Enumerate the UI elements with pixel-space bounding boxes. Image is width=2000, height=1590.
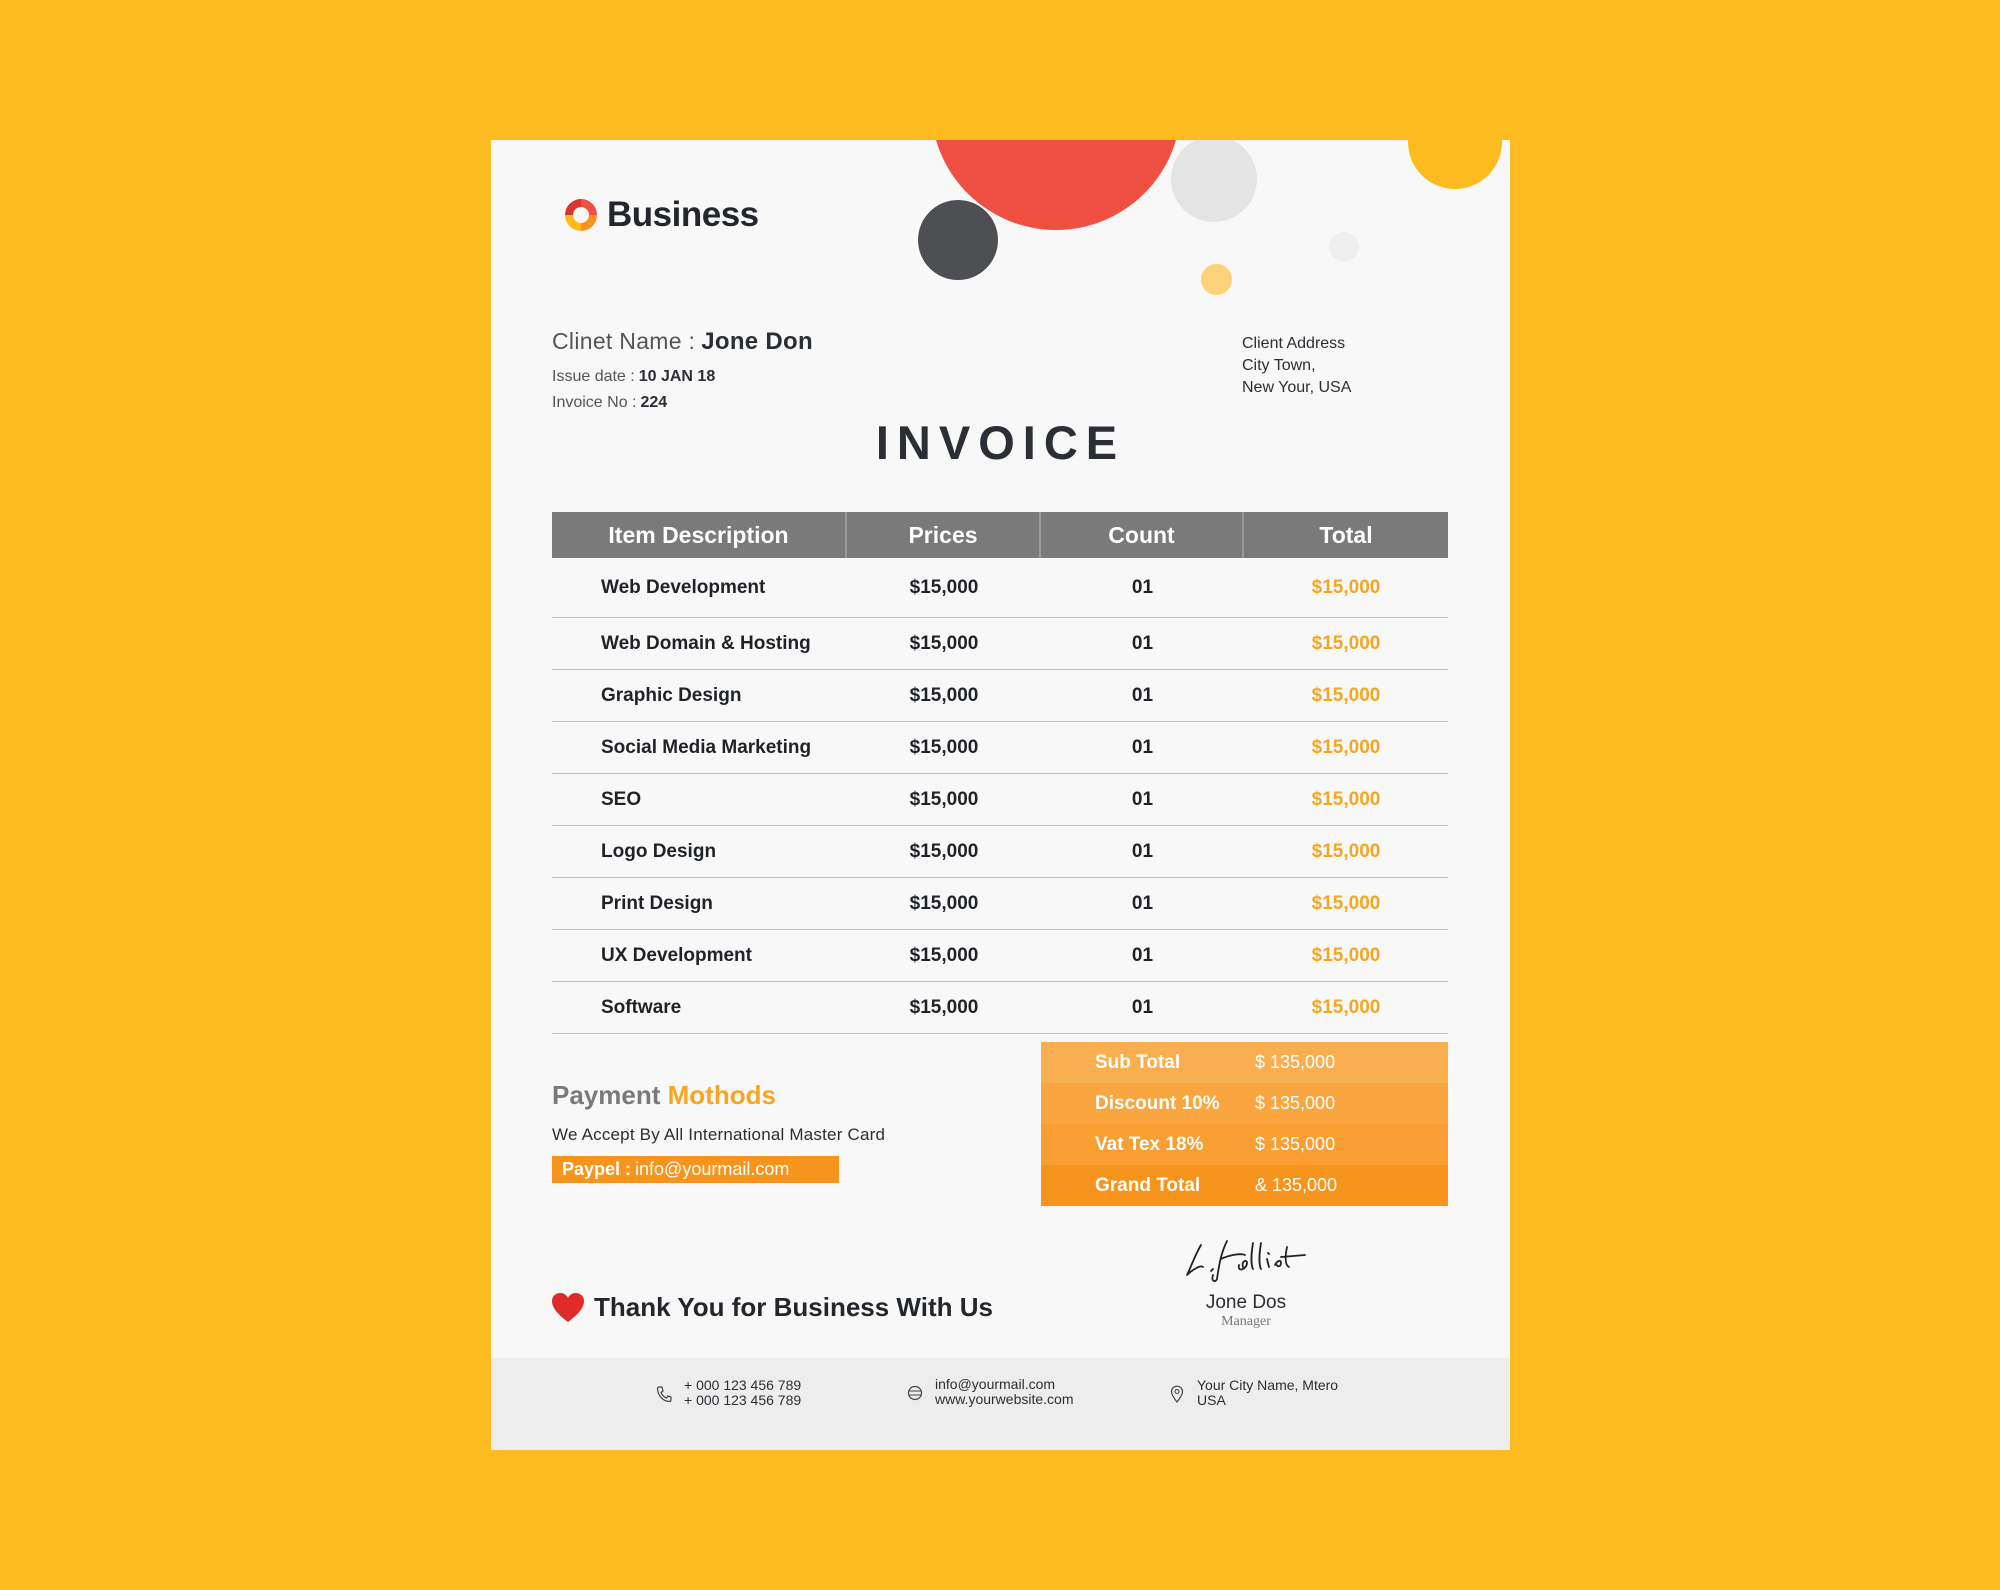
table-row [552, 670, 1448, 722]
footer-web [907, 1377, 1074, 1407]
address-line: City Town, [1242, 357, 1316, 374]
phone-icon [656, 1385, 672, 1403]
totals-label: Vat Tex 18% [1095, 1133, 1204, 1155]
totals-box [1041, 1042, 1448, 1206]
payment-note: We Accept By All International Master Card [552, 1125, 886, 1144]
price-cell: $15,000 [909, 736, 979, 758]
decor-circle-dark [918, 200, 998, 280]
item-description-cell: Web Development [601, 576, 766, 598]
item-description-cell: Graphic Design [601, 684, 742, 706]
total-cell: $15,000 [1311, 996, 1381, 1018]
brand-logo-icon [561, 195, 601, 235]
totals-amount: $ 135,000 [1255, 1093, 1336, 1113]
location-pin-icon [1169, 1385, 1185, 1403]
decor-circle-faint [1329, 232, 1359, 262]
email-link[interactable]: info@yourmail.com [935, 1376, 1056, 1392]
table-row [552, 558, 1448, 618]
price-cell: $15,000 [909, 996, 979, 1018]
decor-circle-light-gray [1171, 140, 1257, 222]
issue-date-label: Issue date : [552, 368, 635, 385]
table-row [552, 826, 1448, 878]
totals-label: Sub Total [1095, 1051, 1181, 1073]
decor-circle-yellow-small [1201, 264, 1232, 295]
count-cell: 01 [1131, 788, 1154, 810]
count-cell: 01 [1131, 736, 1154, 758]
payment-heading [552, 1080, 885, 1111]
table-header [552, 512, 1448, 558]
thank-you-note [552, 1292, 993, 1323]
price-cell: $15,000 [909, 788, 979, 810]
count-cell: 01 [1131, 892, 1154, 914]
table-body [552, 558, 1448, 1034]
total-cell: $15,000 [1311, 840, 1381, 862]
totals-row [1041, 1042, 1448, 1083]
item-description-cell: Web Domain & Hosting [601, 632, 811, 654]
invoice-title: INVOICE [875, 416, 1126, 469]
item-description-cell: Logo Design [601, 840, 717, 862]
invoice-no-label: Invoice No : [552, 394, 637, 411]
client-address [1242, 333, 1351, 399]
price-cell: $15,000 [909, 576, 979, 598]
decor-circle-yellow-corner [1408, 140, 1502, 189]
total-cell: $15,000 [1311, 576, 1381, 598]
totals-label: Grand Total [1095, 1174, 1201, 1196]
totals-amount: $ 135,000 [1255, 1052, 1336, 1072]
globe-icon [907, 1384, 923, 1402]
table-row [552, 982, 1448, 1034]
client-info [552, 328, 813, 412]
payment-methods [552, 1080, 885, 1183]
header-item-description: Item Description [552, 512, 847, 558]
phone-number[interactable]: + 000 123 456 789 [684, 1392, 802, 1408]
total-cell: $15,000 [1311, 632, 1381, 654]
brand-name: Business [607, 195, 759, 234]
header-total: Total [1319, 521, 1373, 548]
total-cell: $15,000 [1311, 892, 1381, 914]
price-cell: $15,000 [909, 944, 979, 966]
table-row [552, 774, 1448, 826]
signatory-name: Jone Dos [1205, 1292, 1287, 1313]
count-cell: 01 [1131, 684, 1154, 706]
phone-number[interactable]: + 000 123 456 789 [684, 1377, 802, 1393]
paypal-email[interactable]: info@yourmail.com [635, 1159, 790, 1179]
count-cell: 01 [1131, 944, 1154, 966]
footer [491, 1358, 1510, 1450]
invoice-sheet [491, 140, 1510, 1450]
address-line: New Your, USA [1242, 379, 1352, 396]
payment-heading-part2: Mothods [667, 1080, 776, 1110]
totals-row [1041, 1083, 1448, 1124]
count-cell: 01 [1131, 840, 1154, 862]
address-line: Client Address [1242, 335, 1346, 352]
brand-logo [561, 195, 759, 235]
header-prices: Prices [847, 512, 1041, 558]
price-cell: $15,000 [909, 840, 979, 862]
total-cell: $15,000 [1311, 684, 1381, 706]
signature-block [1161, 1235, 1331, 1330]
totals-amount: & 135,000 [1255, 1175, 1338, 1195]
total-cell: $15,000 [1311, 736, 1381, 758]
count-cell: 01 [1131, 996, 1154, 1018]
address-text: Your City Name, Mtero [1197, 1377, 1339, 1393]
total-cell: $15,000 [1311, 944, 1381, 966]
table-row [552, 722, 1448, 774]
paypal-badge [552, 1156, 839, 1183]
client-name-label: Clinet Name : [552, 328, 696, 354]
thank-you-text: Thank You for Business With Us [594, 1292, 993, 1322]
header-count: Count [1041, 512, 1244, 558]
price-cell: $15,000 [909, 684, 979, 706]
item-description-cell: Print Design [601, 892, 713, 914]
price-cell: $15,000 [909, 632, 979, 654]
totals-label: Discount 10% [1095, 1092, 1220, 1114]
items-table [552, 512, 1448, 1034]
item-description-cell: Social Media Marketing [601, 736, 812, 758]
count-cell: 01 [1131, 576, 1154, 598]
issue-date-value: 10 JAN 18 [638, 368, 716, 385]
website-link[interactable]: www.yourwebsite.com [935, 1391, 1074, 1407]
price-cell: $15,000 [909, 892, 979, 914]
footer-phone [656, 1378, 801, 1408]
invoice-no-value: 224 [640, 394, 668, 411]
item-description-cell: SEO [601, 788, 642, 810]
footer-location [1169, 1378, 1338, 1408]
totals-row [1041, 1165, 1448, 1206]
totals-amount: $ 135,000 [1255, 1134, 1336, 1154]
table-row [552, 930, 1448, 982]
table-row [552, 878, 1448, 930]
totals-row [1041, 1124, 1448, 1165]
table-row [552, 618, 1448, 670]
paypal-label: Paypel : [562, 1159, 632, 1179]
heart-icon [552, 1293, 584, 1323]
address-text: USA [1197, 1392, 1226, 1408]
item-description-cell: UX Development [601, 944, 752, 966]
item-description-cell: Software [601, 996, 682, 1018]
client-name-value: Jone Don [701, 328, 813, 355]
signature-image [1181, 1235, 1311, 1285]
payment-heading-part1: Payment [552, 1080, 661, 1110]
total-cell: $15,000 [1311, 788, 1381, 810]
count-cell: 01 [1131, 632, 1154, 654]
signatory-role: Manager [1221, 1314, 1271, 1329]
